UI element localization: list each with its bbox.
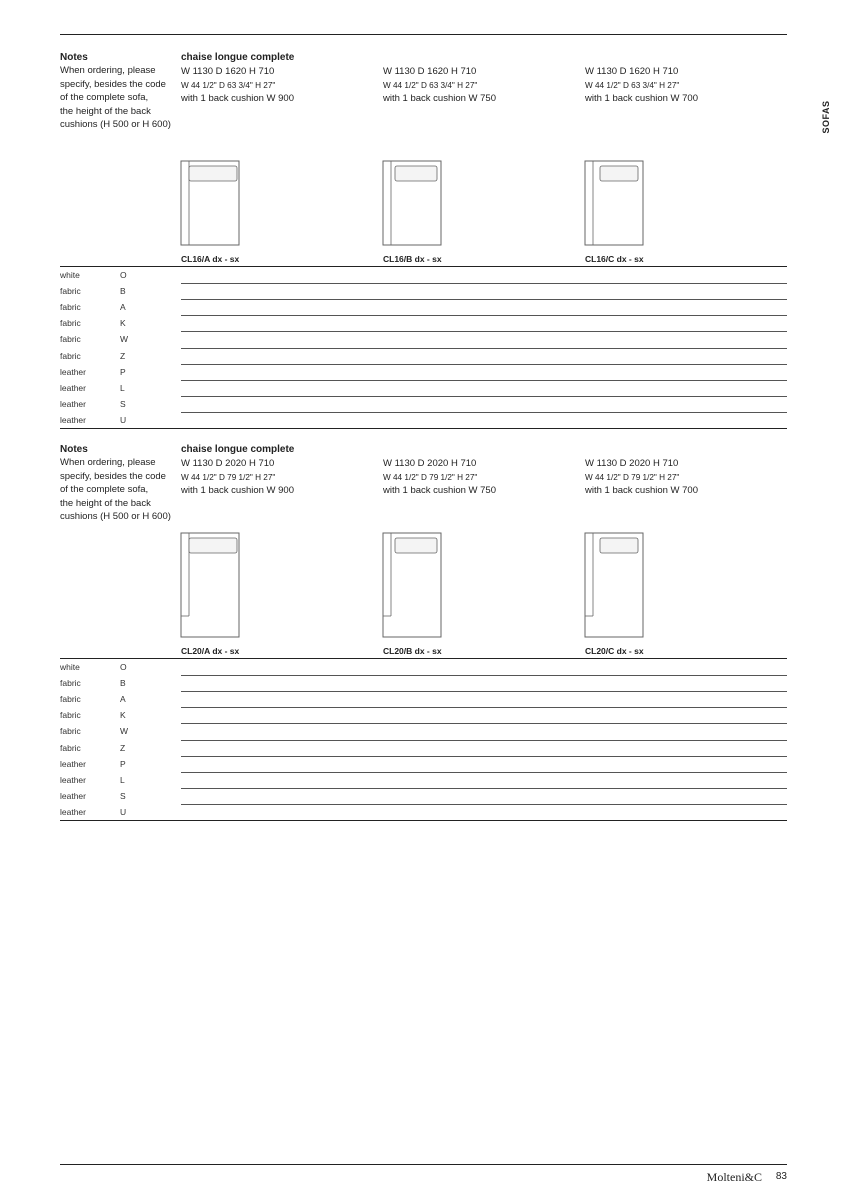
- chaise-longue-drawing: [382, 532, 444, 638]
- material-code: U: [120, 414, 127, 425]
- material-code: K: [120, 710, 126, 721]
- material-name: fabric: [60, 678, 81, 689]
- notes-title: Notes: [60, 52, 88, 63]
- notes-text: When ordering, please specify, besides the code of the complete sofa, the height of the back cushions (H 500 or H 600): [60, 65, 171, 131]
- price-row-line: [181, 396, 787, 397]
- material-code: P: [120, 758, 126, 769]
- material-code: W: [120, 726, 129, 737]
- price-row-line: [181, 707, 787, 708]
- material-name: fabric: [60, 286, 81, 297]
- product-code: CL20/A dx - sx: [181, 646, 240, 656]
- spec-dimensions: W 1130 D 1620 H 710: [181, 66, 275, 77]
- material-name: fabric: [60, 710, 81, 721]
- top-rule: [60, 34, 787, 35]
- price-row-line: [181, 756, 787, 757]
- material-code: A: [120, 694, 126, 705]
- section-rule: [60, 820, 787, 821]
- chaise-longue-drawing: [584, 160, 646, 246]
- material-name: leather: [60, 758, 86, 769]
- price-row-line: [181, 380, 787, 381]
- chaise-longue-drawing: [180, 160, 242, 246]
- spec-cushion: with 1 back cushion W 700: [585, 485, 699, 496]
- spec-cushion: with 1 back cushion W 900: [181, 93, 295, 104]
- material-code: B: [120, 678, 126, 689]
- spec-dimensions: W 1130 D 2020 H 710: [181, 458, 275, 469]
- material-code: W: [120, 334, 129, 345]
- notes-title: Notes: [60, 444, 88, 455]
- chaise-longue-drawing: [584, 532, 646, 638]
- price-row-line: [181, 691, 787, 692]
- price-row-line: [181, 364, 787, 365]
- material-name: leather: [60, 382, 86, 393]
- material-code: O: [120, 662, 127, 672]
- page-number: 83: [775, 1171, 787, 1182]
- spec-imperial: W 44 1/2" D 63 3/4" H 27": [181, 81, 276, 90]
- material-code: L: [120, 382, 125, 393]
- chaise-longue-drawing: [180, 532, 242, 638]
- section-rule: [60, 266, 787, 267]
- material-name: leather: [60, 366, 86, 377]
- material-code: U: [120, 806, 127, 817]
- material-code: Z: [120, 350, 126, 361]
- spec-title: chaise longue complete: [181, 52, 295, 63]
- material-code: P: [120, 366, 126, 377]
- material-code: L: [120, 774, 125, 785]
- material-name: fabric: [60, 742, 81, 753]
- brand-logo: Molteni&C: [706, 1170, 762, 1184]
- price-row-line: [181, 804, 787, 805]
- product-code: CL16/B dx - sx: [383, 254, 442, 264]
- spec-cushion: with 1 back cushion W 700: [585, 93, 699, 104]
- material-name: fabric: [60, 694, 81, 705]
- price-row-line: [181, 740, 787, 741]
- material-code: A: [120, 302, 126, 313]
- material-name: fabric: [60, 350, 81, 361]
- price-row-line: [181, 331, 787, 332]
- price-row-line: [181, 723, 787, 724]
- spec-cushion: with 1 back cushion W 750: [383, 93, 497, 104]
- price-row-line: [181, 412, 787, 413]
- material-name: fabric: [60, 726, 81, 737]
- spec-dimensions: W 1130 D 2020 H 710: [383, 458, 477, 469]
- price-row-line: [181, 283, 787, 284]
- price-row-line: [181, 348, 787, 349]
- material-name: leather: [60, 790, 86, 801]
- material-code: O: [120, 270, 127, 280]
- material-name: fabric: [60, 302, 81, 313]
- section-rule: [60, 658, 787, 659]
- spec-imperial: W 44 1/2" D 79 1/2" H 27": [585, 473, 680, 482]
- spec-cushion: with 1 back cushion W 750: [383, 485, 497, 496]
- material-name: fabric: [60, 318, 81, 329]
- spec-cushion: with 1 back cushion W 900: [181, 485, 295, 496]
- material-code: S: [120, 398, 126, 409]
- product-code: CL16/A dx - sx: [181, 254, 240, 264]
- spec-imperial: W 44 1/2" D 63 3/4" H 27": [585, 81, 680, 90]
- material-name: leather: [60, 414, 86, 425]
- spec-imperial: W 44 1/2" D 79 1/2" H 27": [383, 473, 478, 482]
- material-name: fabric: [60, 334, 81, 345]
- material-name: white: [60, 270, 80, 280]
- material-name: leather: [60, 398, 86, 409]
- material-code: K: [120, 318, 126, 329]
- section-side-label: SOFAS: [821, 100, 831, 134]
- spec-title: chaise longue complete: [181, 444, 295, 455]
- spec-imperial: W 44 1/2" D 79 1/2" H 27": [181, 473, 276, 482]
- section-rule: [60, 428, 787, 429]
- material-code: S: [120, 790, 126, 801]
- spec-dimensions: W 1130 D 1620 H 710: [585, 66, 679, 77]
- chaise-longue-drawing: [382, 160, 444, 246]
- spec-dimensions: W 1130 D 1620 H 710: [383, 66, 477, 77]
- product-code: CL16/C dx - sx: [585, 254, 644, 264]
- price-row-line: [181, 772, 787, 773]
- product-code: CL20/C dx - sx: [585, 646, 644, 656]
- price-row-line: [181, 675, 787, 676]
- material-name: leather: [60, 774, 86, 785]
- notes-text: When ordering, please specify, besides the code of the complete sofa, the height of the back cushions (H 500 or H 600): [60, 457, 171, 523]
- material-code: B: [120, 286, 126, 297]
- material-name: leather: [60, 806, 86, 817]
- footer-rule: [60, 1164, 787, 1165]
- spec-imperial: W 44 1/2" D 63 3/4" H 27": [383, 81, 478, 90]
- price-row-line: [181, 299, 787, 300]
- spec-dimensions: W 1130 D 2020 H 710: [585, 458, 679, 469]
- material-name: white: [60, 662, 80, 672]
- price-row-line: [181, 788, 787, 789]
- product-code: CL20/B dx - sx: [383, 646, 442, 656]
- price-row-line: [181, 315, 787, 316]
- material-code: Z: [120, 742, 126, 753]
